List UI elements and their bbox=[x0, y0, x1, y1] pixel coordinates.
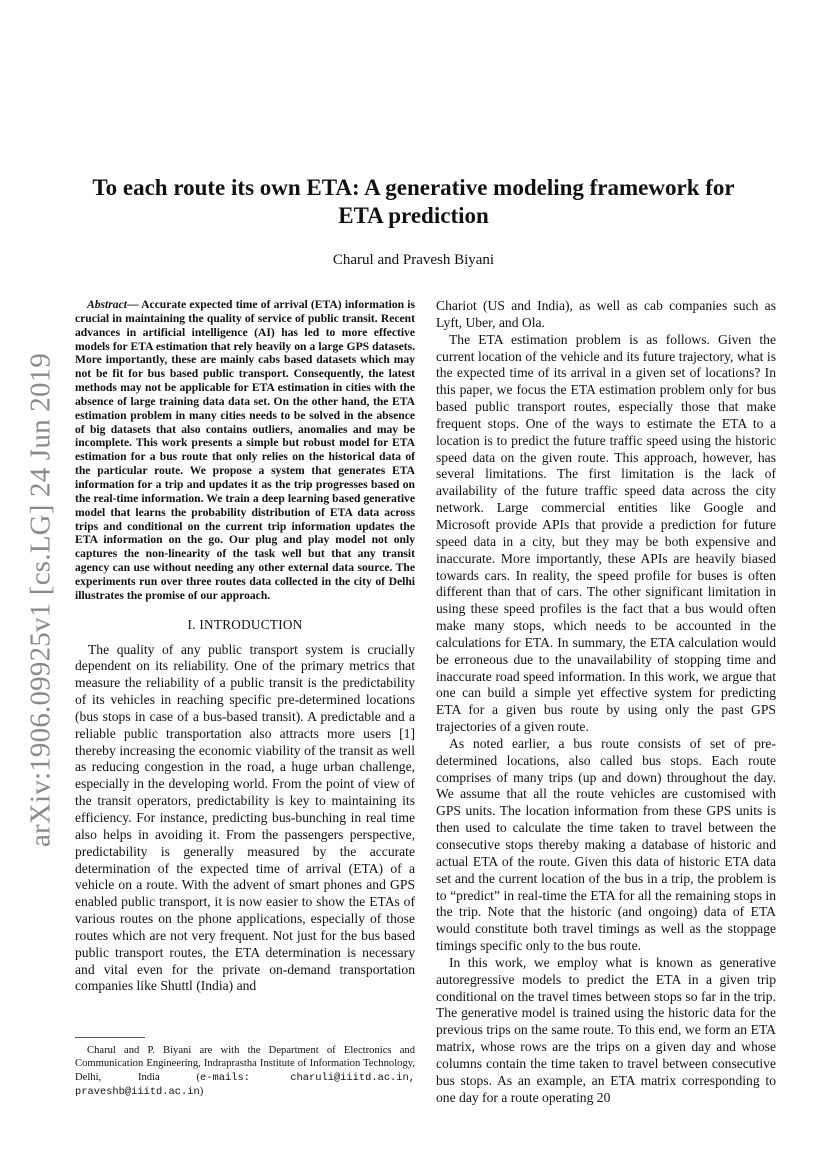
footnote-text: Charul and P. Biyani are with the Department of Electronics and Communication Engineering, Indraprastha Institute of Information Technology, Delhi, India ( bbox=[75, 1045, 415, 1083]
author-footnote bbox=[75, 1044, 415, 1099]
generative-model-paragraph: In this work, we employ what is known as generative autoregressive models to predict the ETA in a given trip conditional on the travel times between stops so far in the trip. The generative model is trained using the historic data for the previous trips on the same route. To this end, we form an ETA matrix, whose rows are the trips on a given day and whose columns contain the time taken to travel between consecutive bus stops. As an example, an ETA matrix corresponding to one day for a route operating 20 bbox=[436, 954, 776, 1105]
intro-paragraph: The quality of any public transport system is crucially dependent on its reliability. One of the primary metrics that measure the reliability of a public transit is the predictability of its vehicles in reaching specific pre-determined locations (bus stops in case of a bus-based transit). A predictable and a reliable public transportation also attracts more users [1] thereby increasing the economic viability of the transit as well as reducing congestion in the road, a huge urban challenge, especially in the developing world. From the point of view of the transit operators, predictability is key to maintaining its efficiency. For instance, predicting bus-bunching in real time also helps in avoiding it. From the passengers perspective, predictability is generally measured by the accurate determination of the expected time of arrival (ETA) of a vehicle on a route. With the advent of smart phones and GPS enabled public transport, it is now easier to show the ETAs of various routes on the phone applications, especially of those routes which are not very frequent. Not just for the bus based public transport routes, the ETA determination is necessary and vital even for the private on-demand transportation companies like Shuttl (India) and bbox=[75, 641, 415, 994]
right-column bbox=[436, 298, 776, 1107]
abstract-text: Accurate expected time of arrival (ETA) information is crucial in maintaining the quality of service of public transit. Recent advances in artificial intelligence (AI) has led to more effective models for ETA estimation that rely heavily on a large GPS datasets. More importantly, these are mainly cabs based datasets which may not be fit for bus based public transport. Consequently, the latest methods may not be applicable for ETA estimation in cities with the absence of large training data data set. On the other hand, the ETA estimation problem in many cities needs to be solved in the absence of big datasets that also contains outliers, anomalies and may be incomplete. This work presents a simple but robust model for ETA estimation for a bus route that only relies on the historical data of the particular route. We propose a system that generates ETA information for a trip and updates it as the trip progresses based on the real-time information. We train a deep learning based generative model that learns the probability distribution of ETA data across trips and conditional on the current trip information updates the ETA information on the go. Our plug and play model not only captures the non-linearity of the task well but that any transit agency can use without needing any other external data source. The experiments run over three routes data collected in the city of Delhi illustrates the promise of our approach. bbox=[75, 298, 416, 602]
paper-title: To each route its own ETA: A generative modeling framework for ETA prediction bbox=[92, 175, 735, 228]
continuation-paragraph: Chariot (US and India), as well as cab companies such as Lyft, Uber, and Ola. bbox=[436, 298, 776, 330]
abstract-label: Abstract bbox=[87, 298, 127, 311]
eta-problem-paragraph: The ETA estimation problem is as follows. Given the current location of the vehicle and its future trajectory, what is the expected time of its arrival in a given set of locations? In this paper, we focus the ETA estimation problem only for bus based public transport routes, especially those that make frequent stops. One of the ways to estimate the ETA to a location is to predict the future traffic speed using the historic speed data on the given route. This approach, however, has several limitations. The first limitation is the lack of availability of the future traffic speed data across the city network. Large commercial entities like Google and Microsoft provide APIs that provide a prediction for future speed data in a city, but they may be both expensive and inaccurate. More importantly, these APIs are heavily biased towards cars. In reality, the speed profile for buses is often different than that of cars. The other significant limitation in using these speed profiles is the fact that a bus would often make many stops, which needs to be accounted in the calculations for ETA. In summary, the ETA calculation would be erroneous due to the unavailability of stopping time and inaccurate road speed information. In this work, we argue that one can build a simple yet effective system for predicting ETA for a given bus route by using only the past GPS trajectories of a given route. bbox=[436, 331, 776, 735]
footnote-close: ) bbox=[199, 1085, 204, 1097]
paper-authors: Charul and Pravesh Biyani bbox=[332, 252, 495, 268]
abstract-dash: — bbox=[126, 298, 142, 311]
abstract bbox=[75, 298, 415, 603]
bus-route-paragraph: As noted earlier, a bus route consists of set of pre-determined locations, also called bus stops. Each route comprises of many trips (up and down) throughout the day. We assume that all the route vehicles are customised with GPS units. The location information from these GPS units is then used to calculate the time taken to travel between the consecutive stops thereby making a database of historic and actual ETA of the route. Given this data of historic ETA data set and the current location of the bus in a trip, the problem is to “predict” in real-time the ETA for all the remaining stops in the trip. Note that the historic (and ongoing) data of ETA would constitute both travel timings as well as the stoppage timings specific only to the bus route. bbox=[436, 735, 776, 954]
left-column bbox=[75, 298, 415, 995]
footnote-emails: e-mails: charuli@iiitd.ac.in, praveshb@iiitd.ac.in bbox=[75, 1071, 416, 1098]
footnote-divider bbox=[75, 1037, 145, 1038]
arxiv-stamp bbox=[16, 352, 66, 848]
section-heading-introduction: I. INTRODUCTION bbox=[187, 616, 303, 632]
arxiv-stamp-text: arXiv:1906.09925v1 [cs.LG] 24 Jun 2019 bbox=[24, 352, 57, 848]
